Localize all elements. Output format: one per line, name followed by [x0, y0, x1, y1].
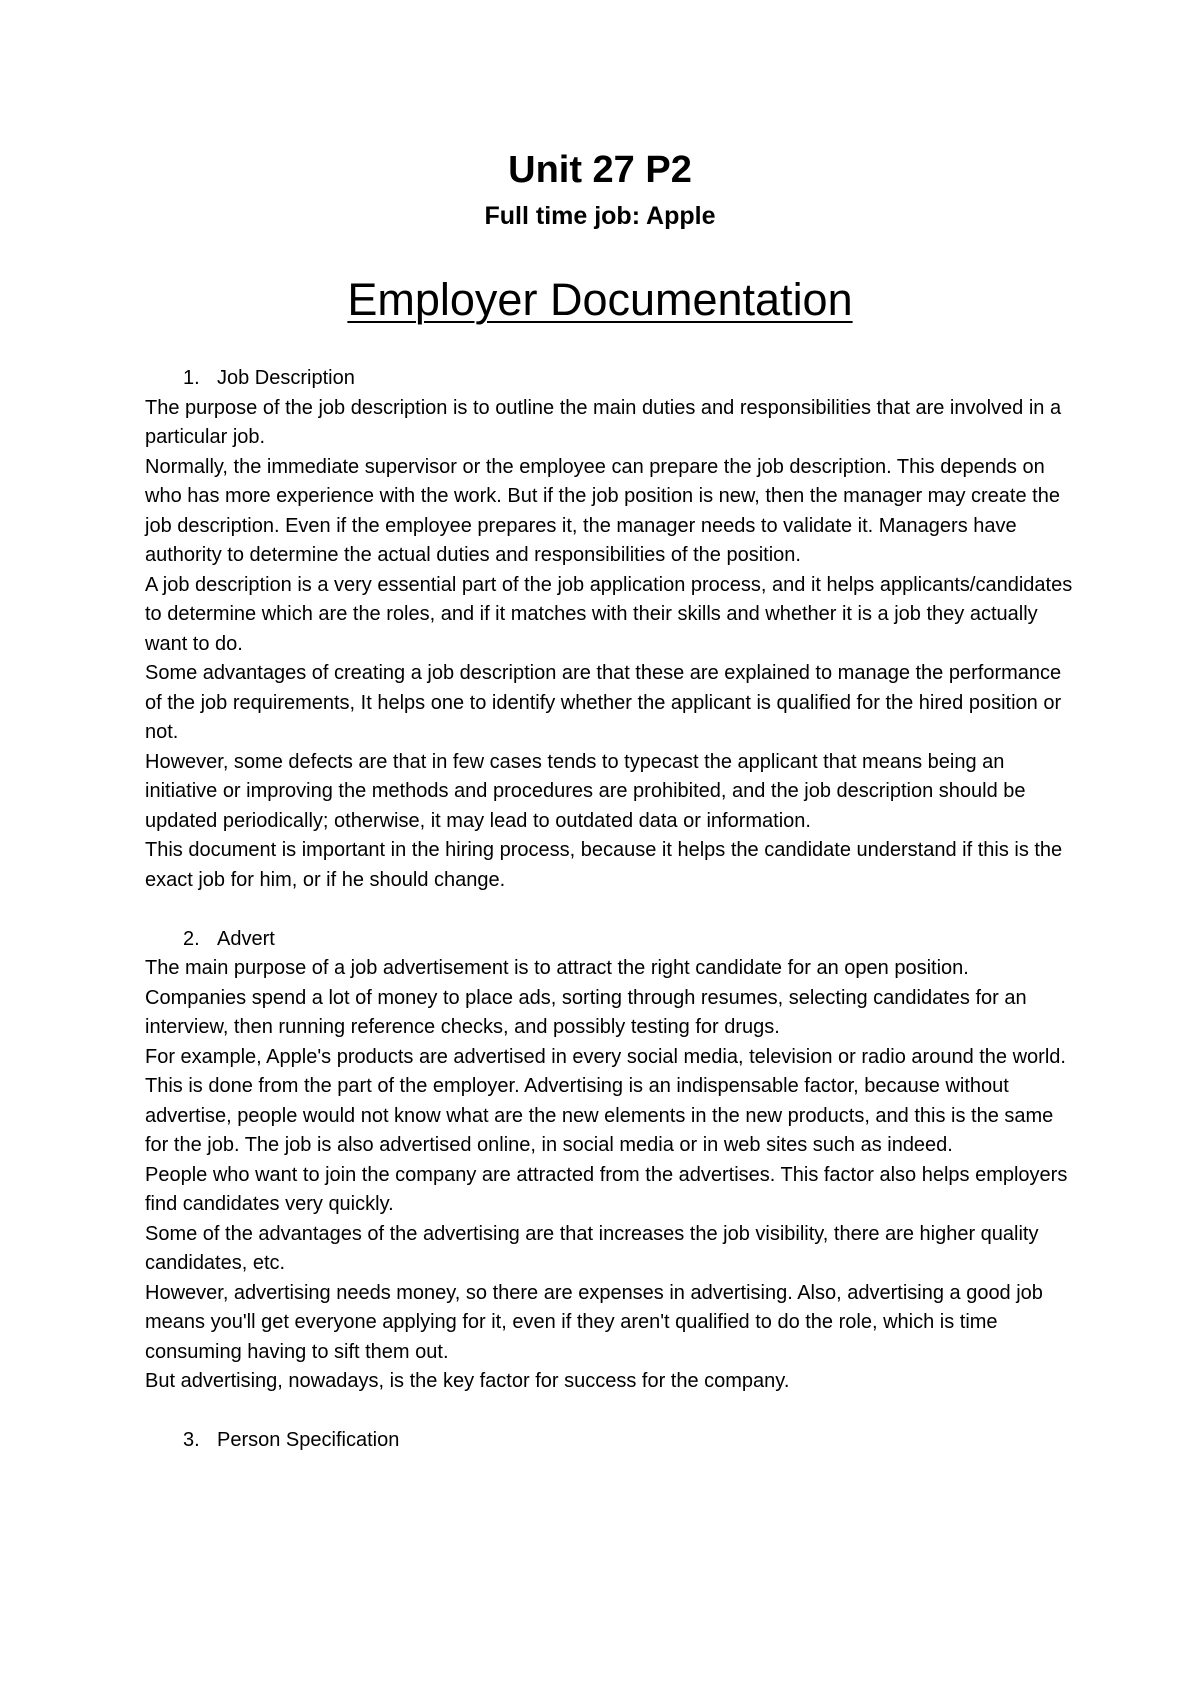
paragraph: But advertising, nowadays, is the key factor for success for the company. [145, 1370, 790, 1392]
document-title: Unit 27 P2 [508, 149, 692, 191]
paragraph: Some of the advantages of the advertising are that increases the job visibility, there are higher quality candidates, etc. [145, 1222, 1039, 1274]
paragraph: The main purpose of a job advertisement is to attract the right candidate for an open position. Companies spend a lot of money to place ads, sorting through resumes, selecting candidates for an interview, then running reference checks, and possibly testing for drugs. [145, 957, 1027, 1038]
paragraph: However, advertising needs money, so there are expenses in advertising. Also, advertising a good job means you'll get everyone applying for it, even if they aren't qualified to do the role, which is time consuming having to sift them out. [145, 1281, 1043, 1363]
section-spacer [145, 895, 1075, 925]
section-number: 3. [183, 1429, 200, 1451]
paragraph: The purpose of the job description is to outline the main duties and responsibilities that are involved in a particular job. [145, 396, 1062, 448]
paragraph: This document is important in the hiring process, because it helps the candidate understand if this is the exact job for him, or if he should change. [145, 839, 1063, 891]
paragraph: Some advantages of creating a job description are that these are explained to manage the performance of the job requirements, It helps one to identify whether the applicant is qualified for the hired position or not. [145, 662, 1062, 743]
section-spacer [145, 1397, 1075, 1427]
section-number: 2. [183, 927, 200, 950]
section-heading-job-description [145, 364, 1075, 394]
document-subtitle: Full time job: Apple [484, 202, 716, 230]
paragraph: However, some defects are that in few cases tends to typecast the applicant that means being an initiative or improving the methods and procedures are prohibited, and the job description should be updated periodically; otherwise, it may lead to outdated data or information. [145, 750, 1026, 832]
section-title: Advert [217, 927, 275, 950]
paragraph: A job description is a very essential part of the job application process, and it helps applicants/candidates to determine which are the roles, and if it matches with their skills and whether it is a job they actually want to do. [145, 573, 1073, 655]
document-body [145, 364, 1075, 1456]
section-title: Person Specification [217, 1429, 400, 1451]
section-number: 1. [183, 367, 200, 389]
document-heading: Employer Documentation [347, 274, 853, 325]
section-heading-advert [145, 925, 1075, 955]
section-title: Job Description [217, 367, 355, 389]
section-heading-person-specification [145, 1426, 1075, 1456]
paragraph: Normally, the immediate supervisor or the employee can prepare the job description. This depends on who has more experience with the work. But if the job position is new, then the manager may create the job description. Even if the employee prepares it, the manager needs to validate it. Managers have authority to determine the actual duties and responsibilities of the position. [145, 455, 1060, 566]
paragraph: People who want to join the company are attracted from the advertises. This factor also helps employers find candidates very quickly. [145, 1163, 1068, 1215]
paragraph: For example, Apple's products are advertised in every social media, television or radio around the world. This is done from the part of the employer. Advertising is an indispensable factor, because without advertise, people would not know what are the new elements in the new products, and this is the same for the job. The job is also advertised online, in social media or in web sites such as indeed. [145, 1045, 1066, 1156]
